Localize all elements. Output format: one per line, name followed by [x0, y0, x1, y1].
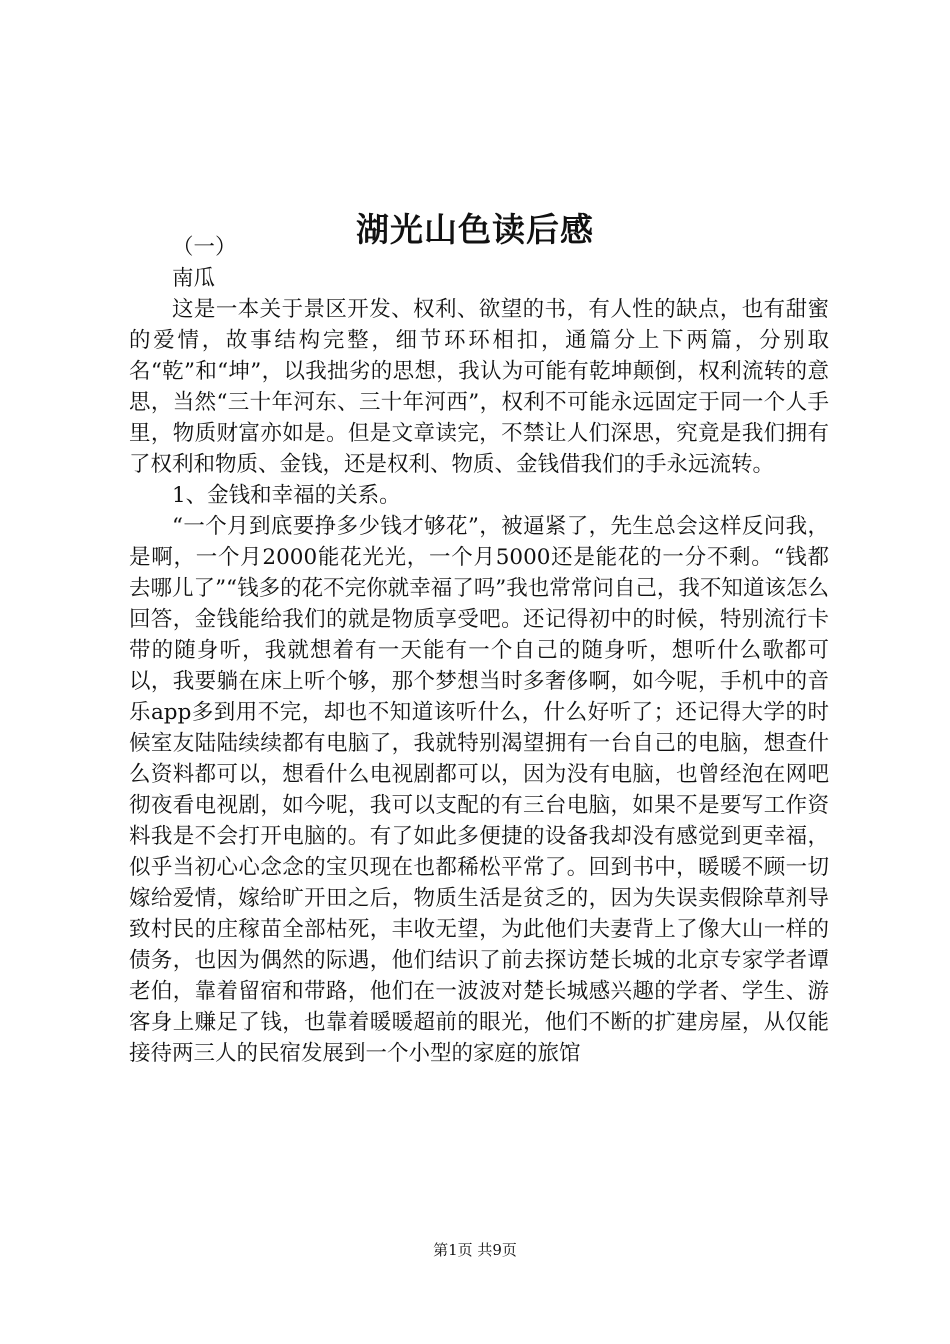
- page-footer: 第1页 共9页: [433, 1241, 517, 1259]
- subheading-money-happiness: 1、金钱和幸福的关系。: [172, 483, 401, 508]
- document-title: 湖光山色读后感: [356, 210, 594, 250]
- paragraph-intro: 这是一本关于景区开发、权利、欲望的书，有人性的缺点，也有甜蜜的爱情，故事结构完整，细节环环相扣，通篇分上下两篇，分别取名“乾”和“坤”，以我拙劣的思想，我认为可能有乾坤颠倒，权利流转的意思，当然“三十年河东、三十年河西”，权利不可能永远固定于同一个人手里，物质财富亦如是。但是文章读完，不禁让人们深思，究竟是我们拥有了权利和物质、金钱，还是权利、物质、金钱借我们的手永远流转。: [129, 297, 829, 477]
- section-heading: （一）: [172, 235, 237, 260]
- paragraph-money-happiness: “一个月到底要挣多少钱才够花”，被逼紧了，先生总会这样反问我，是啊，一个月2000能花光光，一个月5000还是能花的一分不剩。“钱都去哪儿了”“钱多的花不完你就幸福了吗”我也常常问自己，我不知道该怎么回答，金钱能给我们的就是物质享受吧。还记得初中的时候，特别流行卡带的随身听，我就想着有一天能有一个自己的随身听，想听什么歌都可以，我要躺在床上听个够，那个梦想当时多奢侈啊，如今呢，手机中的音乐app多到用不完，却也不知道该听什么，什么好听了；还记得大学的时候室友陆陆续续都有电脑了，我就特别渴望拥有一台自己的电脑，想查什么资料都可以，想看什么电视剧都可以，因为没有电脑，也曾经泡在网吧彻夜看电视剧，如今呢，我可以支配的有三台电脑，如果不是要写工作资料我是不会打开电脑的。有了如此多便捷的设备我却没有感觉到更幸福，似乎当初心心念念的宝贝现在也都稀松平常了。回到书中，暖暖不顾一切嫁给爱情，嫁给旷开田之后，物质生活是贫乏的，因为失误卖假除草剂导致村民的庄稼苗全部枯死，丰收无望，为此他们夫妻背上了像大山一样的债务，也因为偶然的际遇，他们结识了前去探访楚长城的北京专家学者谭老伯，靠着留宿和带路，他们在一波波对楚长城感兴趣的学者、学生、游客身上赚足了钱，也靠着暖暖超前的眼光，他们不断的扩建房屋，从仅能接待两三人的民宿发展到一个小型的家庭的旅馆: [129, 514, 829, 1066]
- author-name: 南瓜: [172, 266, 216, 291]
- document-body: [129, 232, 829, 1069]
